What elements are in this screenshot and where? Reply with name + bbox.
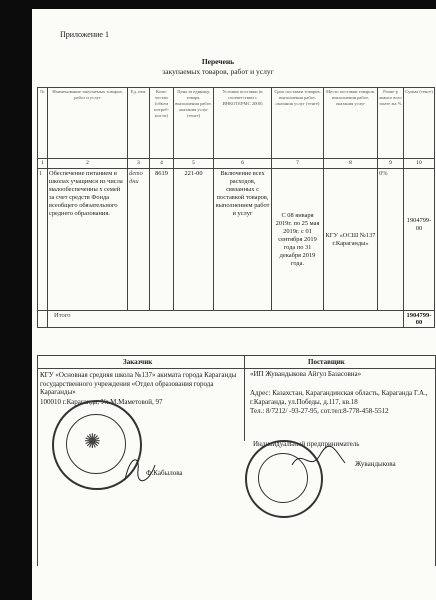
col-number: 6 bbox=[214, 159, 272, 169]
supplier-signature-icon bbox=[290, 445, 350, 475]
header-cell: Разме р авансо вого плате жа % bbox=[378, 88, 404, 159]
row-number: 1 bbox=[38, 169, 48, 311]
supplier-header: Поставщик bbox=[308, 358, 345, 366]
total-row bbox=[38, 311, 435, 328]
table-row bbox=[38, 169, 435, 311]
header-cell: Место поставки товаров, выполнения работ, оказания услуг bbox=[324, 88, 378, 159]
total-label: Итого bbox=[48, 311, 404, 328]
item-qty: 8619 bbox=[150, 169, 174, 311]
item-terms: Включение всех расходов, связанных с поставкой товаров, выполнением работ и услуг bbox=[214, 169, 272, 311]
col-number: 7 bbox=[272, 159, 324, 169]
col-number: 10 bbox=[404, 159, 435, 169]
document-subtitle: закупаемых товаров, работ и услуг bbox=[162, 67, 274, 76]
item-sum: 1904799-00 bbox=[404, 169, 435, 311]
item-price: 221-00 bbox=[174, 169, 214, 311]
document-title: Перечень bbox=[201, 57, 235, 66]
header-cell: Цена за единицу товара, выполнения работ, оказания услуг (тенге) bbox=[174, 88, 214, 159]
customer-address: 100010 г.Караганда, Ул.М.Маметовой, 97 bbox=[40, 398, 163, 406]
scan-edge-left bbox=[0, 0, 32, 600]
item-name: Обеспечение питанием в школах учащимся из числа малообеспеченны х семей за счет средств Фонда всеобщего обязательного среднего образования. bbox=[48, 169, 128, 311]
scan-edge-top bbox=[32, 0, 436, 9]
col-number: 4 bbox=[150, 159, 174, 169]
col-number: 3 bbox=[128, 159, 150, 169]
customer-name: КГУ «Основная средняя школа №137» акимата города Караганды государственного учреждения «Отдел образования города Караганды» bbox=[40, 371, 237, 397]
header-cell: Срок поставки товаров, выполнения работ, оказания услуг (тенге) bbox=[272, 88, 324, 159]
header-cell: № bbox=[38, 88, 48, 159]
col-number: 9 bbox=[378, 159, 404, 169]
supplier-sign-name: Жувандыкова bbox=[355, 460, 396, 468]
customer-header: Заказчик bbox=[123, 358, 153, 366]
header-cell: Наименование закупаемых товаров, работ и услуг bbox=[48, 88, 128, 159]
supplier-phone: Тел.: 8/7212/ -93-27-95, сот.тел:8-778-458-5512 bbox=[250, 407, 389, 415]
emblem-icon: ✺ bbox=[84, 431, 101, 453]
column-number-row bbox=[38, 159, 435, 169]
customer-sign-name: Ф.Кабылова bbox=[146, 469, 183, 477]
item-advance: 0% bbox=[378, 169, 404, 311]
goods-table bbox=[37, 87, 435, 328]
supplier-name: «ИП Жувандыкова Айгул Базасовна» bbox=[250, 370, 362, 378]
col-number: 1 bbox=[38, 159, 48, 169]
header-cell: Условия поставки (в соответствии с ИНКОТЕРМС 2000) bbox=[214, 88, 272, 159]
appendix-label: Приложение 1 bbox=[60, 30, 109, 39]
item-place: КГУ «ОСШ №137 г.Караганды» bbox=[324, 169, 378, 311]
total-sum: 1904799-00 bbox=[404, 311, 435, 328]
customer-signature-icon bbox=[120, 450, 160, 490]
col-number: 8 bbox=[324, 159, 378, 169]
header-cell: Сумма (тенге) bbox=[404, 88, 435, 159]
header-cell: Ед. изм. bbox=[128, 88, 150, 159]
table-header-row bbox=[38, 88, 435, 159]
col-number: 5 bbox=[174, 159, 214, 169]
supplier-address: Адрес: Казахстан, Карагандинская область, Караганда Г.А., г.Караганда, ул.Победы, д.117, кв.18 bbox=[250, 389, 428, 406]
supplier-representative: Индивидуальный предприниматель bbox=[253, 440, 360, 448]
header-cell: Коли-чество (объем потреб-ности) bbox=[150, 88, 174, 159]
item-unit: dето дни bbox=[128, 169, 150, 311]
item-term-date: С 08 января 2019г. по 25 мая 2019г. с 01 сентября 2019 года по 31 декабря 2019 года. bbox=[272, 169, 324, 311]
col-number: 2 bbox=[48, 159, 128, 169]
